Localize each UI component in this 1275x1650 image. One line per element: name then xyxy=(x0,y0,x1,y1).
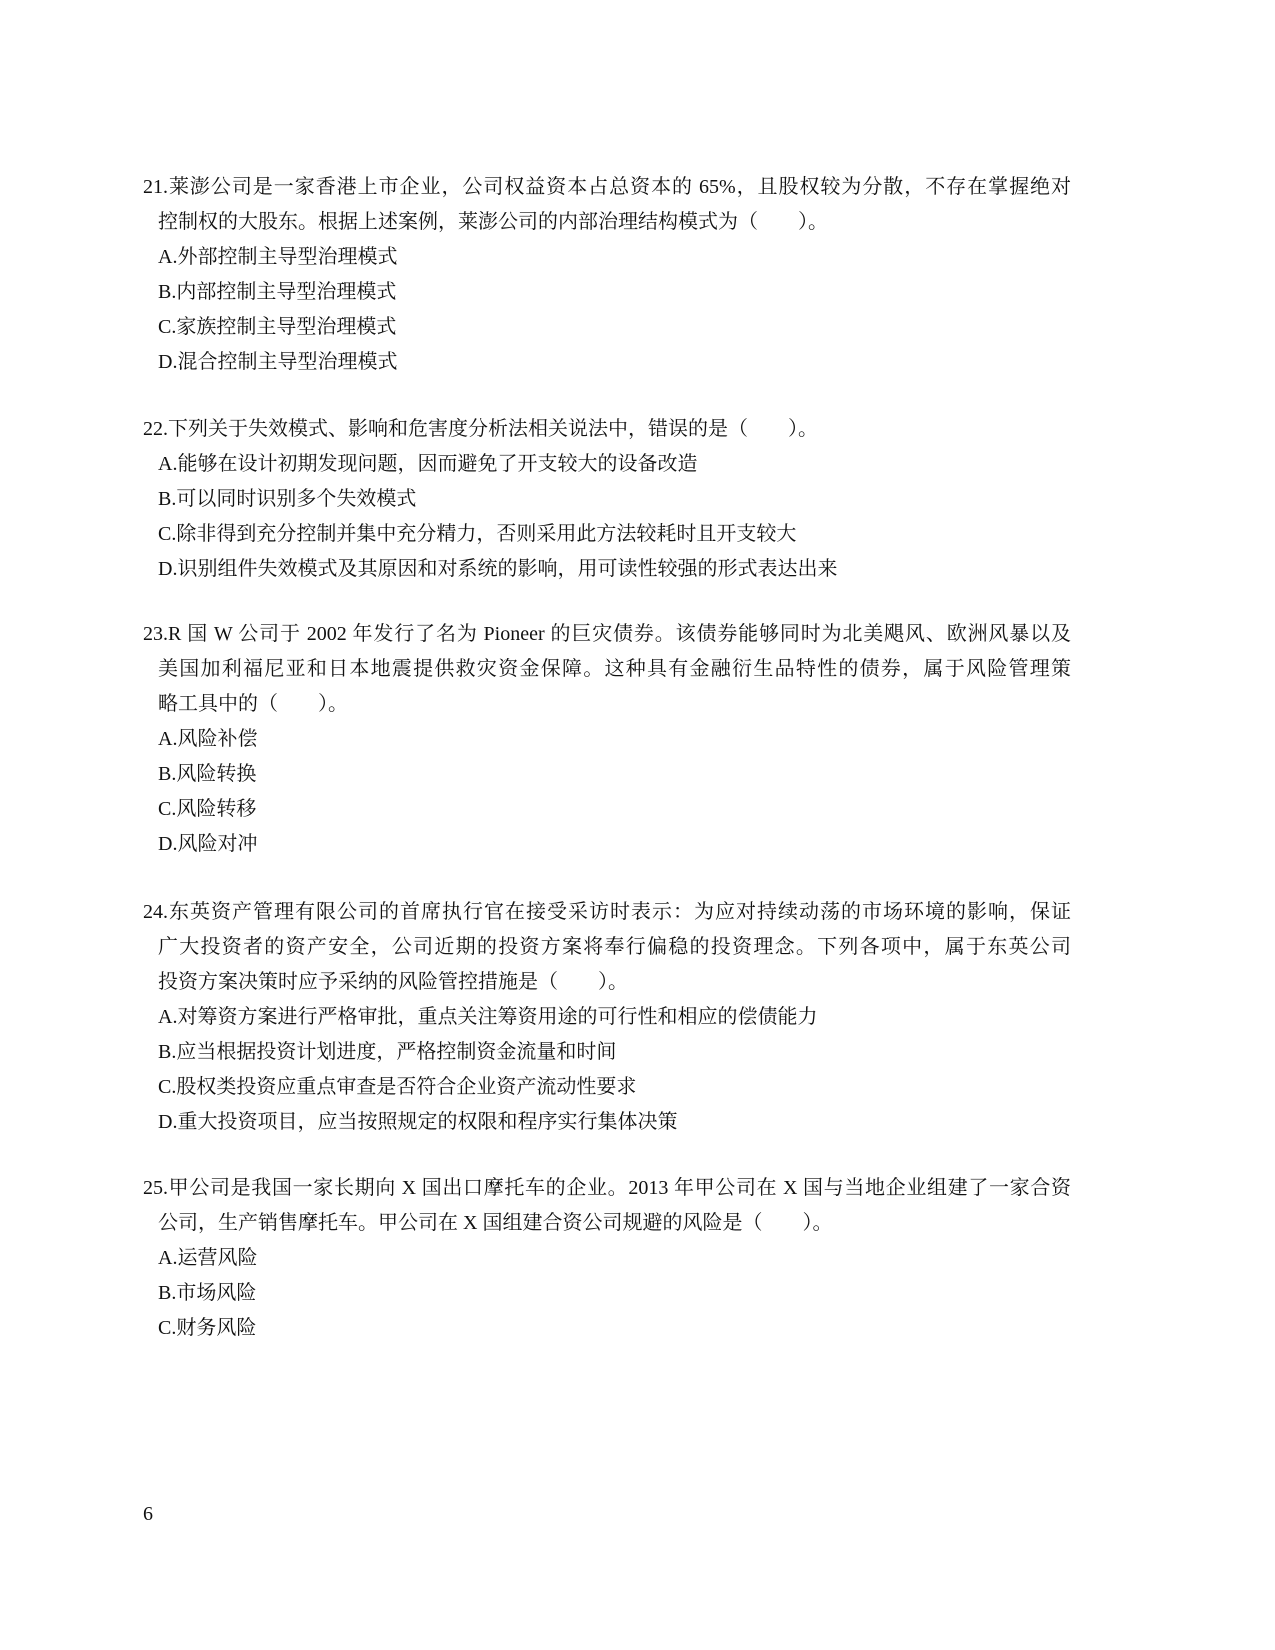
question-stem-line: 25.甲公司是我国一家长期向 X 国出口摩托车的企业。2013 年甲公司在 X 国与当地企业组建了一家合资 xyxy=(143,1177,1071,1199)
option-d: D.重大投资项目，应当按照规定的权限和程序实行集体决策 xyxy=(158,1111,678,1133)
option-b: B.市场风险 xyxy=(158,1282,257,1304)
option-c: C.风险转移 xyxy=(158,798,257,820)
option-a: A.风险补偿 xyxy=(158,728,258,750)
question-stem-line: 广大投资者的资产安全，公司近期的投资方案将奉行偏稳的投资理念。下列各项中，属于东英公司 xyxy=(158,936,1071,958)
question-25 xyxy=(143,1171,1071,1346)
question-stem-line: 24.东英资产管理有限公司的首席执行官在接受采访时表示：为应对持续动荡的市场环境的影响，保证 xyxy=(143,901,1071,923)
option-a: A.运营风险 xyxy=(158,1247,258,1269)
option-c: C.家族控制主导型治理模式 xyxy=(158,316,397,338)
page-number: 6 xyxy=(143,1503,153,1525)
question-stem-line: 美国加利福尼亚和日本地震提供救灾资金保障。这种具有金融衍生品特性的债券，属于风险管理策 xyxy=(158,658,1071,680)
option-b: B.应当根据投资计划进度，严格控制资金流量和时间 xyxy=(158,1041,617,1063)
question-21 xyxy=(143,170,1071,380)
option-c: C.股权类投资应重点审查是否符合企业资产流动性要求 xyxy=(158,1076,637,1098)
question-stem-line: 23.R 国 W 公司于 2002 年发行了名为 Pioneer 的巨灾债券。该债券能够同时为北美飓风、欧洲风暴以及 xyxy=(143,623,1071,645)
question-stem-line: 22.下列关于失效模式、影响和危害度分析法相关说法中，错误的是（ ）。 xyxy=(143,418,818,440)
question-stem-line: 21.莱澎公司是一家香港上市企业，公司权益资本占总资本的 65%，且股权较为分散，不存在掌握绝对 xyxy=(143,176,1071,198)
option-c: C.除非得到充分控制并集中充分精力，否则采用此方法较耗时且开支较大 xyxy=(158,523,797,545)
option-a: A.能够在设计初期发现问题，因而避免了开支较大的设备改造 xyxy=(158,453,698,475)
question-stem-line: 略工具中的（ ）。 xyxy=(158,693,348,715)
question-23 xyxy=(143,617,1071,862)
question-stem-line: 投资方案决策时应予采纳的风险管控措施是（ ）。 xyxy=(158,971,628,993)
question-24 xyxy=(143,895,1071,1140)
option-b: B.风险转换 xyxy=(158,763,257,785)
option-d: D.识别组件失效模式及其原因和对系统的影响，用可读性较强的形式表达出来 xyxy=(158,558,838,580)
question-stem-line: 公司，生产销售摩托车。甲公司在 X 国组建合资公司规避的风险是（ ）。 xyxy=(158,1212,833,1234)
option-b: B.内部控制主导型治理模式 xyxy=(158,281,397,303)
option-d: D.风险对冲 xyxy=(158,833,258,855)
option-a: A.外部控制主导型治理模式 xyxy=(158,246,398,268)
option-b: B.可以同时识别多个失效模式 xyxy=(158,488,417,510)
option-d: D.混合控制主导型治理模式 xyxy=(158,351,398,373)
question-22 xyxy=(143,412,1071,587)
question-stem-line: 控制权的大股东。根据上述案例，莱澎公司的内部治理结构模式为（ ）。 xyxy=(158,211,828,233)
option-a: A.对筹资方案进行严格审批，重点关注筹资用途的可行性和相应的偿债能力 xyxy=(158,1006,818,1028)
option-c: C.财务风险 xyxy=(158,1317,257,1339)
